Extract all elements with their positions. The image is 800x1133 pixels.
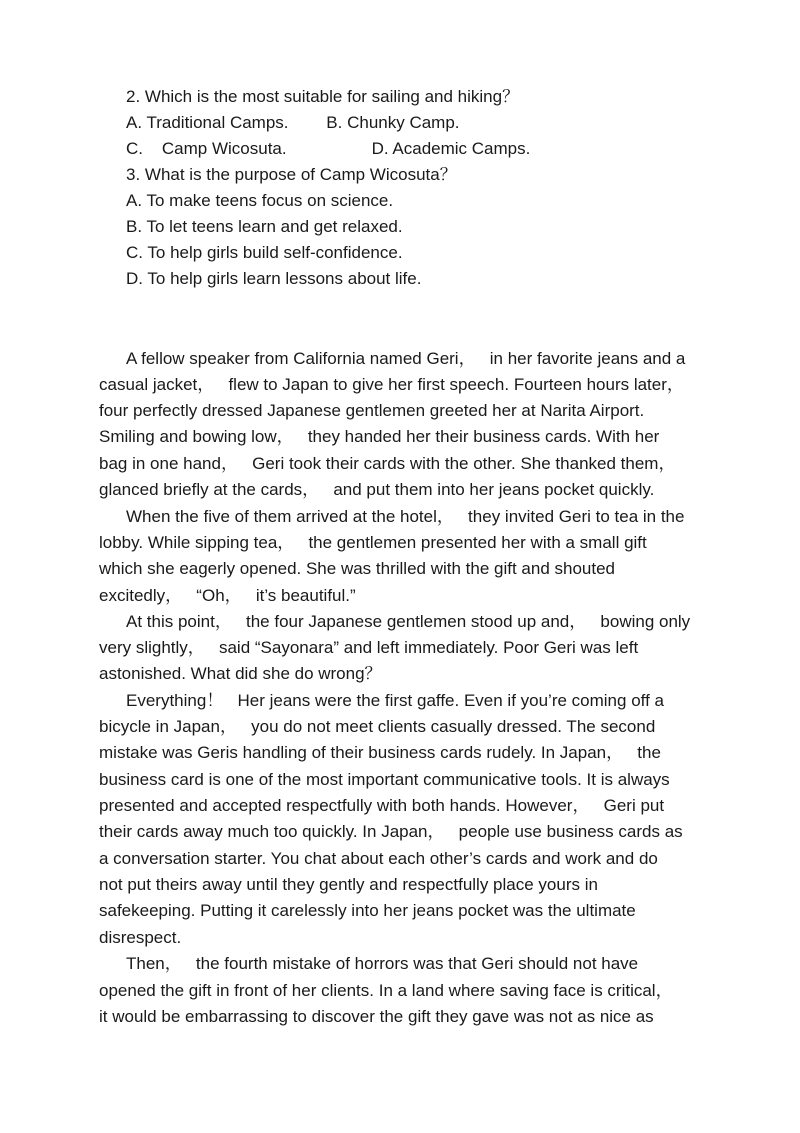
passage-line: business card is one of the most important communicative tools. It is always — [99, 770, 670, 789]
question-2-options-ab: A. Traditional Camps. B. Chunky Camp. — [126, 113, 460, 132]
passage-line: opened the gift in front of her clients. In a land where saving face is critical， — [99, 981, 673, 1000]
question-3-stem: 3. What is the purpose of Camp Wicosuta？ — [126, 165, 457, 184]
passage-line: bicycle in Japan， you do not meet clients casually dressed. The second — [99, 717, 656, 736]
passage-line: Everything！ Her jeans were the first gaffe. Even if you’re coming off a — [126, 691, 664, 710]
passage-line: a conversation starter. You chat about each other’s cards and work and do — [99, 849, 658, 868]
question-3-option-a: A. To make teens focus on science. — [126, 191, 394, 210]
passage-line: At this point， the four Japanese gentlemen stood up and， bowing only — [126, 612, 691, 631]
passage-line: casual jacket， flew to Japan to give her first speech. Fourteen hours later， — [99, 375, 684, 394]
passage-line: A fellow speaker from California named Geri， in her favorite jeans and a — [126, 349, 686, 368]
passage-line: glanced briefly at the cards， and put them into her jeans pocket quickly. — [99, 480, 655, 499]
passage-line: which she eagerly opened. She was thrilled with the gift and shouted — [99, 559, 615, 578]
passage-line: lobby. While sipping tea， the gentlemen presented her with a small gift — [99, 533, 647, 552]
passage-line: When the five of them arrived at the hotel， they invited Geri to tea in the — [126, 507, 685, 526]
question-2-options-cd: C. Camp Wicosuta. D. Academic Camps. — [126, 139, 531, 158]
passage-line: presented and accepted respectfully with both hands. However， Geri put — [99, 796, 665, 815]
passage-line: it would be embarrassing to discover the gift they gave was not as nice as — [99, 1007, 654, 1026]
passage-line: excitedly， “Oh， it’s beautiful.” — [99, 586, 356, 605]
question-3-option-c: C. To help girls build self-confidence. — [126, 243, 403, 262]
passage-line: safekeeping. Putting it carelessly into her jeans pocket was the ultimate — [99, 901, 636, 920]
question-3-option-b: B. To let teens learn and get relaxed. — [126, 217, 403, 236]
passage-line: their cards away much too quickly. In Japan， people use business cards as — [99, 822, 683, 841]
passage-line: mistake was Geris handling of their business cards rudely. In Japan， the — [99, 743, 661, 762]
question-2-stem: 2. Which is the most suitable for sailing and hiking？ — [126, 87, 520, 106]
passage-line: bag in one hand， Geri took their cards with the other. She thanked them， — [99, 454, 676, 473]
passage-line: four perfectly dressed Japanese gentlemen greeted her at Narita Airport. — [99, 401, 645, 420]
passage-line: Smiling and bowing low， they handed her their business cards. With her — [99, 427, 660, 446]
question-3-option-d: D. To help girls learn lessons about life. — [126, 269, 422, 288]
passage-line: disrespect. — [99, 928, 182, 947]
passage-line: very slightly， said “Sayonara” and left immediately. Poor Geri was left — [99, 638, 639, 657]
passage-line: astonished. What did she do wrong？ — [99, 664, 382, 683]
passage-line: not put theirs away until they gently and respectfully place yours in — [99, 875, 598, 894]
passage-line: Then， the fourth mistake of horrors was that Geri should not have — [126, 954, 639, 973]
